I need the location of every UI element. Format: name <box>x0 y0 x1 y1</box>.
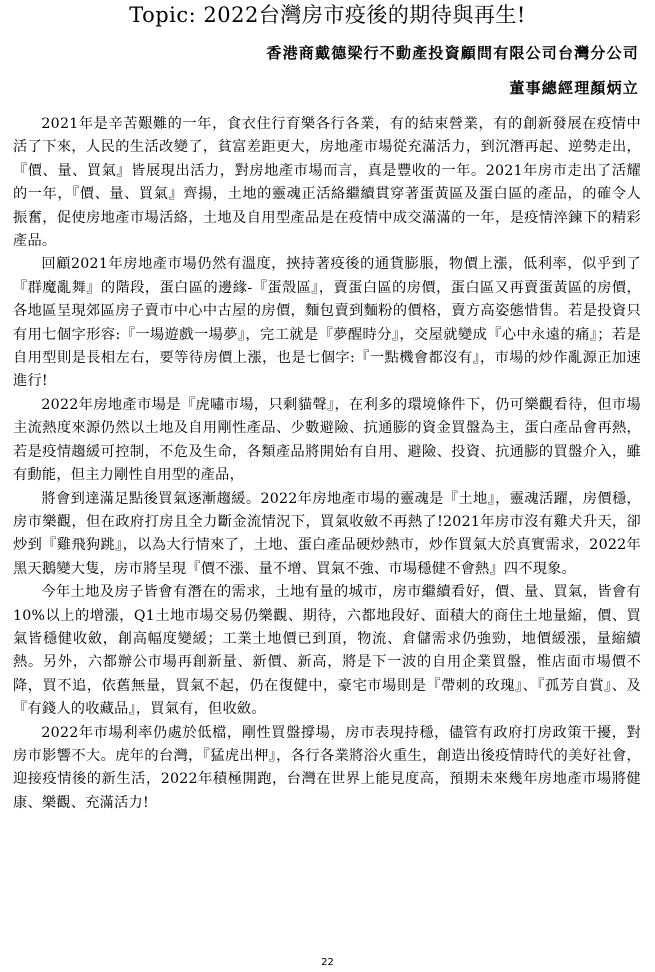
author-title: 董事總經理顏炳立 <box>509 79 639 97</box>
document-title: Topic: 2022台灣房市疫後的期待與再生! <box>129 3 526 27</box>
paragraph-5: 今年土地及房子皆會有潛在的需求，土地有量的城市，房市繼續看好，價、量、買氣，皆會有10%以上的增漲，Q1土地市場交易仍樂觀、期待，六都地段好、面積大的商住土地量縮，價、買氣皆穩健收斂，創高幅度變緩；工業土地價已到頂，物流、倉儲需求仍強勁，地價緩漲，量縮續熱。另外，六都辦公市場再創新量、新價、新高，將是下一波的自用企業買盤，惟店面市場價不降，買不追，依舊無量，買氣不起，仍在復健中，豪宅市場則是『帶刺的玫瑰』、『孤芳自賞』、及『有錢人的收藏品』，買氣有，但收斂。 <box>13 584 641 718</box>
article-body <box>13 113 641 815</box>
paragraph-2: 回顧2021年房地產市場仍然有溫度，挾持著疫後的通貨膨脹，物價上漲，低利率，似乎到了『群魔亂舞』的階段，蛋白區的邊緣-『蛋殼區』，賣蛋白區的房價，蛋白區又再賣蛋黃區的房價，各地區呈現郊區房子賣市中心中古屋的房價，麵包賣到麵粉的價格，賣方高姿態惜售。若是投資只有用七個字形容:『一場遊戲一場夢』，完工就是『夢醒時分』，交屋就變成『心中永遠的痛』；若是自用型則是長相左右，要等待房價上漲，也是七個字:『一點機會都沒有』，市場的炒作亂源正加速進行! <box>13 256 641 390</box>
paragraph-4: 將會到達滿足點後買氣逐漸趨緩。2022年房地產市場的靈魂是『土地』，靈魂活躍，房價穩，房市樂觀，但在政府打房且全力斷金流情況下，買氣收斂不再熱了!2021年房市沒有雞犬升天，卻炒到『雞飛狗跳』，以為大行情來了，土地、蛋白產品硬炒熱市，炒作買氣大於真實需求，2022年黑天鵝變大隻，房市將呈現『價不漲、量不增、買氣不強、市場穩健不會熱』四不現象。 <box>13 490 641 577</box>
company-name: 香港商戴德梁行不動產投資顧問有限公司台灣分公司 <box>266 44 639 62</box>
paragraph-1: 2021年是辛苦艱難的一年，食衣住行育樂各行各業，有的結束營業，有的創新發展在疫情中活了下來，人民的生活改變了，貧富差距更大，房地產市場從充滿活力，到沉潛再起、逆勢走出，『價、量、買氣』皆展現出活力，對房地產市場而言，真是豐收的一年。2021年房市走出了活耀的一年，『價、量、買氣』齊揚，土地的靈魂正活絡繼續貫穿著蛋黃區及蛋白區的產品，的確令人振奮，促使房地產市場活絡，土地及自用型產品是在疫情中成交滿滿的一年，是疫情淬鍊下的精彩產品。 <box>13 116 641 250</box>
page-number: 22 <box>321 957 334 968</box>
paragraph-6: 2022年市場利率仍處於低檔，剛性買盤撐場，房市表現持穩，儘管有政府打房政策干擾，對房市影響不大。虎年的台灣，『猛虎出柙』，各行各業將浴火重生，創造出後疫情時代的美好社會，迎接疫情後的新生活，2022年積極開跑，台灣在世界上能見度高，預期未來幾年房地產市場將健康、樂觀、充滿活力! <box>13 724 641 811</box>
paragraph-3: 2022年房地產市場是『虎嘯市場，只剩貓聲』，在利多的環境條件下，仍可樂觀看待，但市場主流熱度來源仍然以土地及自用剛性產品、少數避險、抗通膨的資金買盤為主，蛋白產品會再熱，若是疫情趨緩可控制，不危及生命，各類產品將開始有自用、避險、投資、抗通膨的買盤介入，雖有動能，但主力剛性自用型的產品， <box>13 396 641 484</box>
